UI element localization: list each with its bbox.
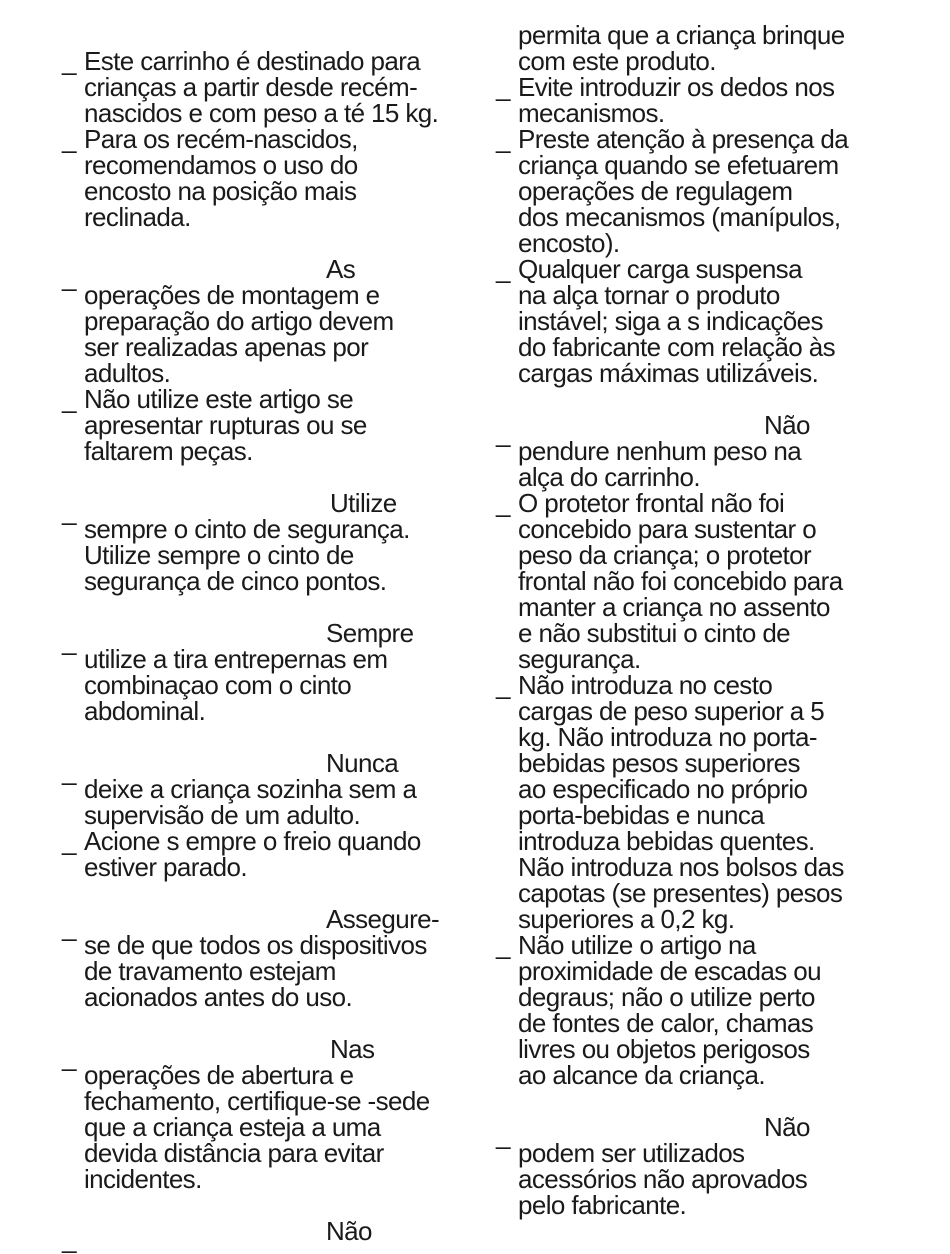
warning-item [496,126,896,256]
warning-item [496,74,896,126]
bullet-marker: _ [62,626,76,656]
warning-heading: Sempre [326,618,414,648]
warning-text: Acione s empre o freio quando estiver parado. [84,826,421,882]
warning-text: O protetor frontal não foi concebido para sustentar o peso da criança; o protetor frontal não foi concebido para manter a criança no assento e não substitui o cinto de segurança. [518,488,843,674]
continued-text: permita que a criança brinque com este produto. [518,20,845,76]
bullet-marker: _ [496,124,510,154]
warning-item [62,906,462,1010]
warning-text: Não utilize este artigo se apresentar rupturas ou se faltarem peças. [84,384,367,466]
warning-item [62,386,462,464]
bullet-marker: _ [496,930,510,960]
warning-item [62,490,462,594]
warning-text: Preste atenção à presença da criança quando se efetuarem operações de regulagem dos mecanismos (manípulos, encosto). [518,124,849,258]
bullet-marker: _ [62,384,76,414]
warning-text: operações de abertura e fechamento, certifique-se -sede que a criança esteja a uma devida distância para evitar incidentes. [84,1060,430,1194]
warning-heading: Não [326,1216,372,1246]
warning-item [62,126,462,230]
bullet-marker: _ [496,488,510,518]
warning-text: podem ser utilizados acessórios não aprovados pelo fabricante. [518,1138,808,1220]
bullet-marker: _ [62,1224,76,1254]
warning-item [496,256,896,386]
warning-item [496,672,896,932]
warning-item [496,490,896,672]
bullet-marker: _ [496,1120,510,1150]
bullet-marker: _ [496,254,510,284]
bullet-marker: _ [62,46,76,76]
warning-text: Este carrinho é destinado para crianças a partir desde recém- nascidos e com peso a té 15 kg. [84,46,439,128]
bullet-marker: _ [496,72,510,102]
bullet-marker: _ [62,496,76,526]
bullet-marker: _ [62,1042,76,1072]
bullet-marker: _ [62,262,76,292]
warning-item [62,256,462,386]
bullet-marker: _ [62,912,76,942]
bullet-marker: _ [496,418,510,448]
warning-text: sempre o cinto de segurança. Utilize sempre o cinto de segurança de cinco pontos. [84,514,410,596]
warning-heading: Não [764,410,810,440]
bullet-marker: _ [62,756,76,786]
warning-item [62,48,462,126]
warning-text: Não utilize o artigo na proximidade de escadas ou degraus; não o utilize perto de fontes de calor, chamas livres ou objetos perigosos ao alcance da criança. [518,930,821,1090]
warning-item [496,932,896,1088]
warning-item [62,1216,462,1254]
warning-text: operações de montagem e preparação do artigo devem ser realizadas apenas por adultos. [84,280,394,388]
warning-heading: Assegure- [326,904,440,934]
bullet-marker: _ [62,124,76,154]
warning-heading: Utilize [330,488,397,518]
warning-item [496,412,896,490]
warning-text: Qualquer carga suspensa na alça tornar o produto instável; siga a s indicações do fabricante com relação às cargas máximas utilizáveis. [518,254,836,388]
right-column [496,22,896,1218]
warning-item [62,750,462,828]
warning-item [496,1114,896,1218]
warning-text: utilize a tira entrepernas em combinaçao com o cinto abdominal. [84,644,388,726]
bullet-marker: _ [62,826,76,856]
warning-item [62,620,462,724]
warning-text: pendure nenhum peso na alça do carrinho. [518,436,802,492]
warning-text: Evite introduzir os dedos nos mecanismos. [518,72,835,128]
warning-item [62,828,462,880]
warning-heading: Nunca [326,748,399,778]
bullet-marker: _ [496,670,510,700]
warning-heading: Não [764,1112,810,1142]
warning-text: deixe a criança sozinha sem a supervisão de um adulto. [84,774,417,830]
warning-item [62,1036,462,1192]
warning-text: Para os recém-nascidos, recomendamos o uso do encosto na posição mais reclinada. [84,124,358,232]
warning-heading: Nas [330,1034,375,1064]
warning-heading: As [326,254,356,284]
warning-text: Não introduza no cesto cargas de peso superior a 5 kg. Não introduza no porta- bebidas pesos superiores ao especificado no próprio porta-bebidas e nunca introduza bebidas quentes. Não introduza nos bolsos das capotas (se presentes) pesos superiores a 0,2 kg. [518,670,844,934]
left-column [62,46,462,1254]
warning-text: se de que todos os dispositivos de travamento estejam acionados antes do uso. [84,930,427,1012]
